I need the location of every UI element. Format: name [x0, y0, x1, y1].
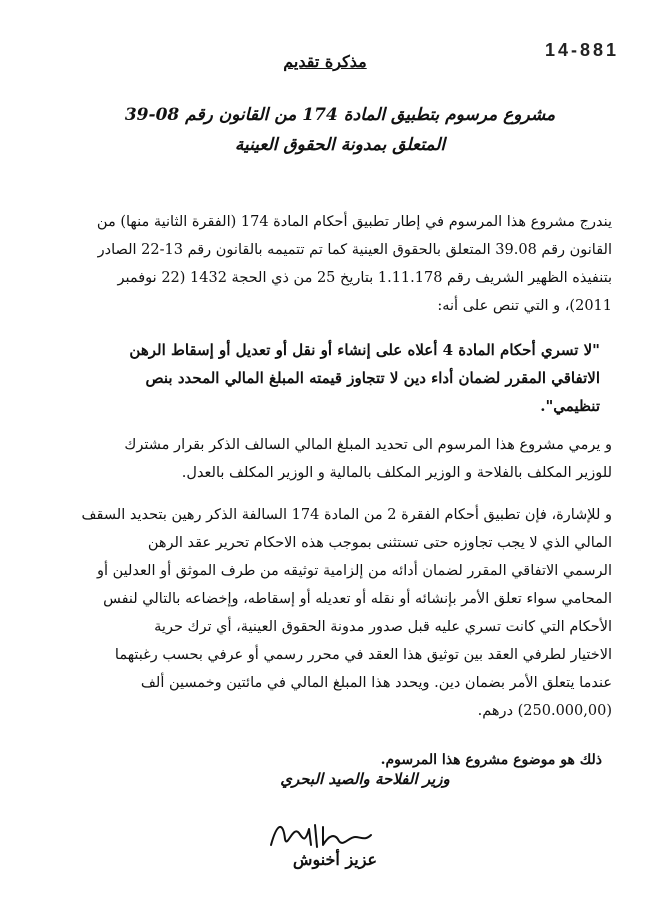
sender-title: وزير الفلاحة والصيد البحري [280, 770, 450, 788]
signature-scribble-icon [265, 815, 375, 855]
quote-line: الاتفاقي المقرر لضمان أداء دين لا تتجاوز قيمته المبلغ المالي المحدد بنص [145, 369, 600, 387]
closing-line: ذلك هو موضوع مشروع هذا المرسوم. [380, 752, 602, 768]
paragraph-line: عندما يتعلق الأمر بضمان دين. ويحدد هذا المبلغ المالي في مائتين وخمسين ألف [140, 675, 612, 691]
heading-line-2: المتعلق بمدونة الحقوق العينية [234, 135, 446, 155]
quoted-article [68, 336, 600, 420]
paragraph-line: يندرج مشروع هذا المرسوم في إطار تطبيق أحكام المادة 174 (الفقرة الثانية منها) من [96, 214, 612, 230]
heading-line-1: مشروع مرسوم بتطبيق المادة 174 من القانون رقم 08-39 [124, 105, 556, 125]
paragraph-line: بتنفيذه الظهير الشريف رقم 1.11.178 بتاريخ 25 من ذي الحجة 1432 (22 نوفمبر [117, 270, 612, 286]
paragraph-line: المالي الذي لا يجب تجاوزه حتى تستثنى بموجب هذه الاحكام تحرير عقد الرهن [147, 535, 612, 551]
paragraph-line: الرسمي الاتفاقي المقرر لضمان أدائه من إلزامية توثيقه من طرف الموثق أو العدلين أو [96, 563, 612, 579]
paragraph-purpose [60, 431, 612, 487]
paragraph-line: و للإشارة، فإن تطبيق أحكام الفقرة 2 من المادة 174 السالفة الذكر رهين بتحديد السقف [81, 507, 612, 523]
paragraph-line: و يرمي مشروع هذا المرسوم الى تحديد المبلغ المالي السالف الذكر بقرار مشترك [124, 437, 612, 453]
quote-line: تنظيمي". [540, 397, 600, 415]
paragraph-note [60, 501, 612, 725]
paragraph-line: للوزير المكلف بالفلاحة و الوزير المكلف بالمالية و الوزير المكلف بالعدل. [181, 465, 612, 481]
quote-line: "لا تسري أحكام المادة 4 أعلاه على إنشاء أو نقل أو تعديل أو إسقاط الرهن [129, 341, 600, 359]
memo-title: مذكرة تقديم [283, 52, 367, 71]
paragraph-line: المحامي سواء تعلق الأمر بإنشائه أو نقله أو تعديله أو إسقاطه، وإخضاعه بالتالي لنفس [103, 591, 612, 607]
reference-number-stamp: 14-881 [545, 40, 620, 60]
paragraph-line: القانون رقم 39.08 المتعلق بالحقوق العينية كما تم تتميمه بالقانون رقم 13-22 الصادر [97, 242, 612, 258]
paragraph-line: الأحكام التي كانت تسري عليه قبل صدور مدونة الحقوق العينية، أي ترك حرية [154, 619, 612, 635]
paragraph-intro [60, 208, 612, 320]
paragraph-line: 2011)، و التي تنص على أنه: [437, 298, 612, 314]
signer-name: عزيز أخنوش [292, 850, 378, 869]
document-heading [100, 100, 580, 160]
paragraph-line: (250.000,00) درهم. [477, 703, 612, 719]
paragraph-line: الاختيار لطرفي العقد بين توثيق هذا العقد في محرر رسمي أو عرفي بحسب رغبتهما [114, 647, 612, 663]
